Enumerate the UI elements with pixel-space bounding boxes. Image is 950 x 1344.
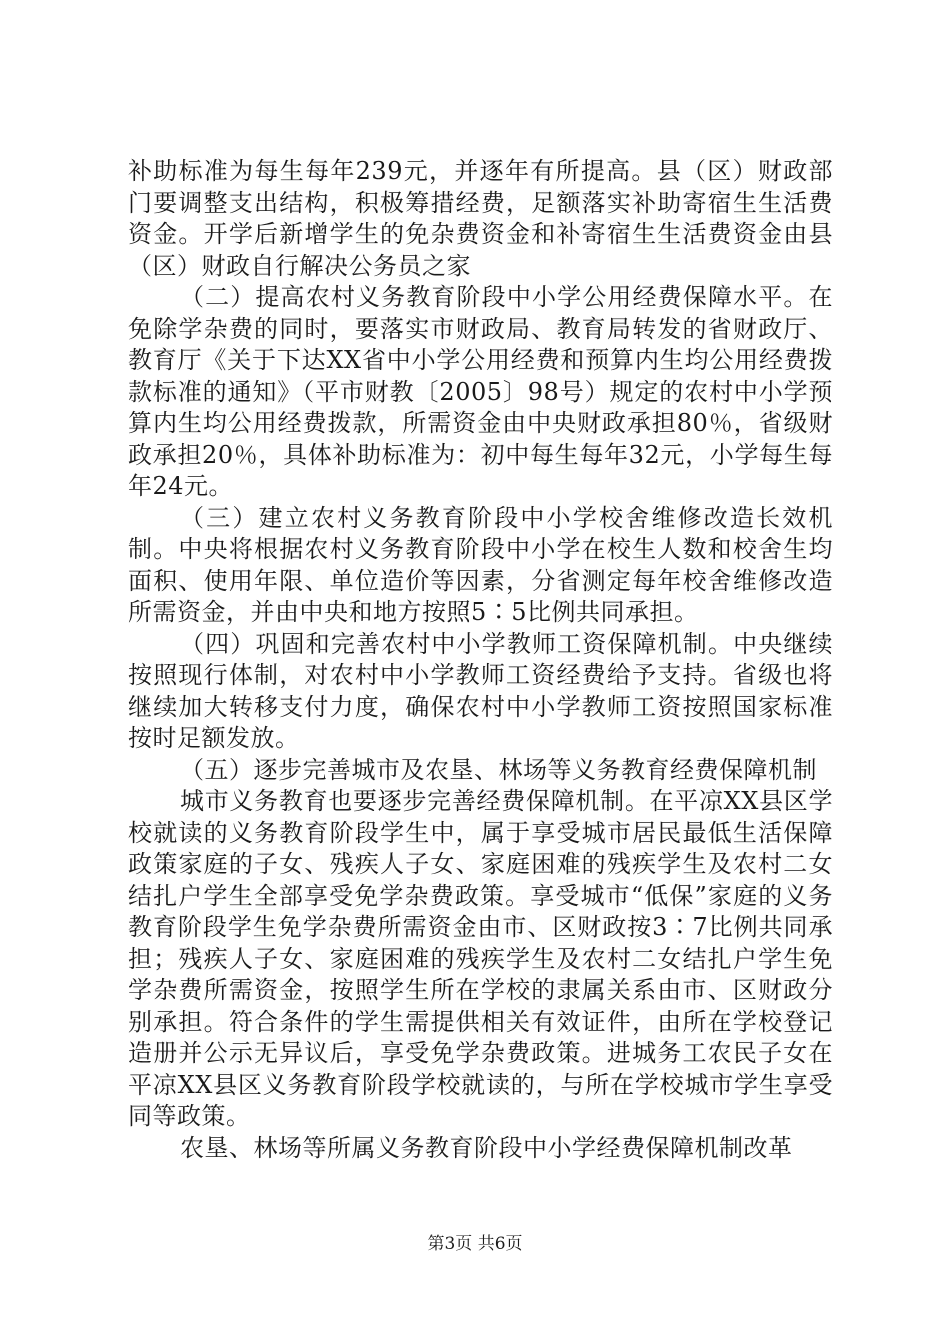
section-heading-5: （五）逐步完善城市及农垦、林场等义务教育经费保障机制	[180, 755, 817, 784]
page-number-footer: 第3页 共6页	[427, 1234, 523, 1254]
paragraph-section-2: （二）提高农村义务教育阶段中小学公用经费保障水平。在免除学杂费的同时，要落实市财政局、教育局转发的省财政厅、教育厅《关于下达XX省中小学公用经费和预算内生均公用经费拨款标准的通知》（平市财教〔2005〕98号）规定的农村中小学预算内生均公用经费拨款，所需资金由中央财政承担80％，省级财政承担20％，具体补助标准为：初中每生每年32元，小学每生每年24元。	[128, 283, 833, 500]
document-body	[128, 156, 833, 1164]
paragraph-continuation: 补助标准为每生每年239元，并逐年有所提高。县（区）财政部门要调整支出结构，积极筹措经费，足额落实补助寄宿生生活费资金。开学后新增学生的免杂费资金和补寄宿生生活费资金由县（区）财政自行解决公务员之家	[128, 157, 833, 280]
paragraph-section-3: （三）建立农村义务教育阶段中小学校舍维修改造长效机制。中央将根据农村义务教育阶段中小学在校生人数和校舍生均面积、使用年限、单位造价等因素，分省测定每年校舍维修改造所需资金，并由中央和地方按照5∶5比例共同承担。	[128, 503, 833, 626]
paragraph-section-4: （四）巩固和完善农村中小学教师工资保障机制。中央继续按照现行体制，对农村中小学教师工资经费给予支持。省级也将继续加大转移支付力度，确保农村中小学教师工资按照国家标准按时足额发放。	[128, 629, 833, 752]
paragraph-farm-forestry: 农垦、林场等所属义务教育阶段中小学经费保障机制改革	[180, 1133, 793, 1162]
paragraph-urban-education: 城市义务教育也要逐步完善经费保障机制。在平凉XX县区学校就读的义务教育阶段学生中，属于享受城市居民最低生活保障政策家庭的子女、残疾人子女、家庭困难的残疾学生及农村二女结扎户学生全部享受免学杂费政策。享受城市“低保”家庭的义务教育阶段学生免学杂费所需资金由市、区财政按3∶7比例共同承担；残疾人子女、家庭困难的残疾学生及农村二女结扎户学生免学杂费所需资金，按照学生所在学校的隶属关系由市、区财政分别承担。符合条件的学生需提供相关有效证件，由所在学校登记造册并公示无异议后，享受免学杂费政策。进城务工农民子女在平凉XX县区义务教育阶段学校就读的，与所在学校城市学生享受同等政策。	[128, 787, 833, 1130]
